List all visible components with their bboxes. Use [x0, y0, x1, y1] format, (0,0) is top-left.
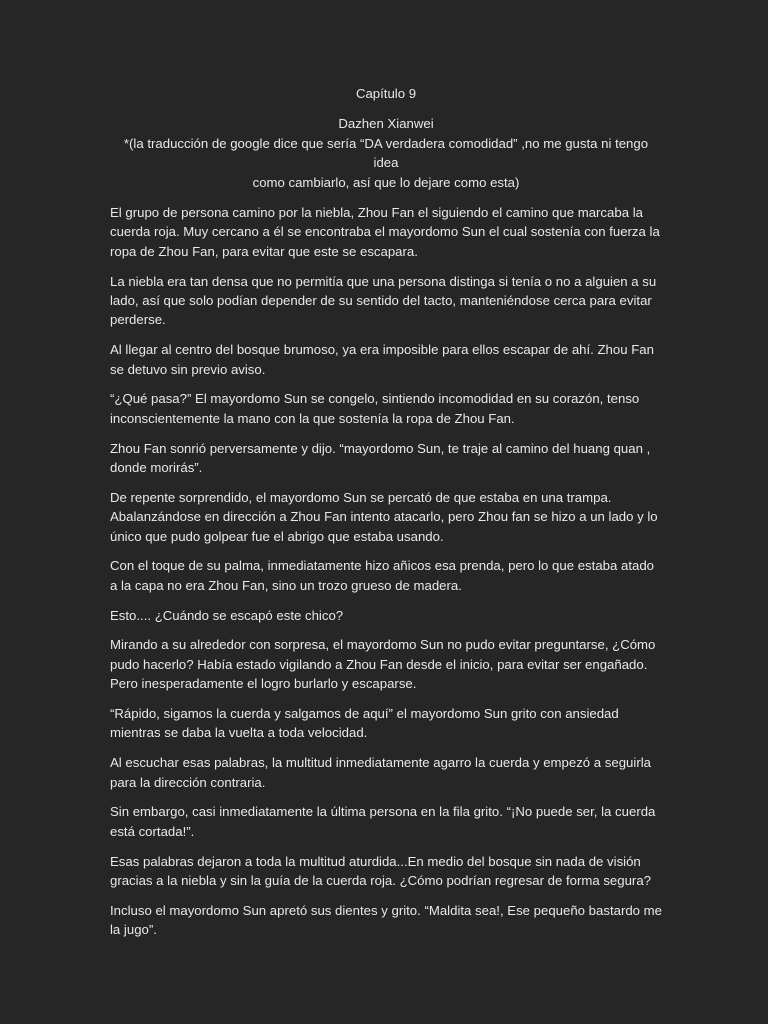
paragraph: Con el toque de su palma, inmediatamente hizo añicos esa prenda, pero lo que estaba atado a la capa no era Zhou Fan, sino un trozo grueso de madera.	[110, 558, 654, 593]
paragraph: El grupo de persona camino por la niebla, Zhou Fan el siguiendo el camino que marcaba la cuerda roja. Muy cercano a él se encontraba el mayordomo Sun el cual sostenía con fuerza la ropa de Zhou Fan, para evitar que este se escapara.	[110, 205, 660, 259]
paragraph: Al llegar al centro del bosque brumoso, ya era imposible para ellos escapar de ahí. Zhou Fan se detuvo sin previo aviso.	[110, 342, 654, 377]
chapter-subtitle: Dazhen Xianwei	[338, 116, 434, 132]
paragraph: “¿Qué pasa?” El mayordomo Sun se congelo, sintiendo incomodidad en su corazón, tenso inconscientemente la mano con la que sostenía la ropa de Zhou Fan.	[110, 391, 640, 426]
paragraph: La niebla era tan densa que no permitía que una persona distinga si tenía o no a alguien a su lado, así que solo podían depender de su sentido del tacto, manteniéndose cerca para evitar perderse.	[110, 273, 657, 328]
paragraph: Incluso el mayordomo Sun apretó sus dientes y grito. “Maldita sea!, Ese pequeño bastardo me la jugo”.	[110, 902, 662, 938]
paragraph: De repente sorprendido, el mayordomo Sun se percató de que estaba en una trampa. Abalanzándose en dirección a Zhou Fan intento atacarlo, pero Zhou fan se hizo a un lado y lo único que pudo golpear fue el abrigo que estaba usando.	[110, 489, 658, 544]
translator-note-line-2: como cambiarlo, así que lo dejare como esta)	[252, 174, 520, 190]
paragraph: “Rápido, sigamos la cuerda y salgamos de aquí” el mayordomo Sun grito con ansiedad mientras se daba la vuelta a toda velocidad.	[110, 706, 619, 741]
paragraph: Esas palabras dejaron a toda la multitud aturdida...En medio del bosque sin nada de visión gracias a la niebla y sin la guía de la cuerda roja. ¿Cómo podrían regresar de forma segura?	[110, 853, 651, 889]
paragraph: Esto.... ¿Cuándo se escapó este chico?	[110, 607, 344, 623]
paragraph: Zhou Fan sonrió perversamente y dijo. “mayordomo Sun, te traje al camino del huang quan , donde morirás”.	[110, 440, 651, 476]
document-body	[110, 84, 662, 950]
chapter-header	[110, 114, 662, 192]
translator-note-line-1: *(la traducción de google dice que sería “DA verdadera comodidad” ,no me gusta ni tengo idea	[123, 135, 649, 171]
chapter-title: Capítulo 9	[355, 86, 417, 101]
paragraph: Sin embargo, casi inmediatamente la última persona en la fila grito. “¡No puede ser, la cuerda está cortada!”.	[110, 804, 656, 839]
paragraph: Mirando a su alrededor con sorpresa, el mayordomo Sun no pudo evitar preguntarse, ¿Cómo pudo hacerlo? Había estado vigilando a Zhou Fan desde el inicio, para evitar ser engañado. Pero inesperadamente el logro burlarlo y escaparse.	[110, 637, 656, 692]
paragraph: Al escuchar esas palabras, la multitud inmediatamente agarro la cuerda y empezó a seguirla para la dirección contraria.	[110, 755, 651, 790]
